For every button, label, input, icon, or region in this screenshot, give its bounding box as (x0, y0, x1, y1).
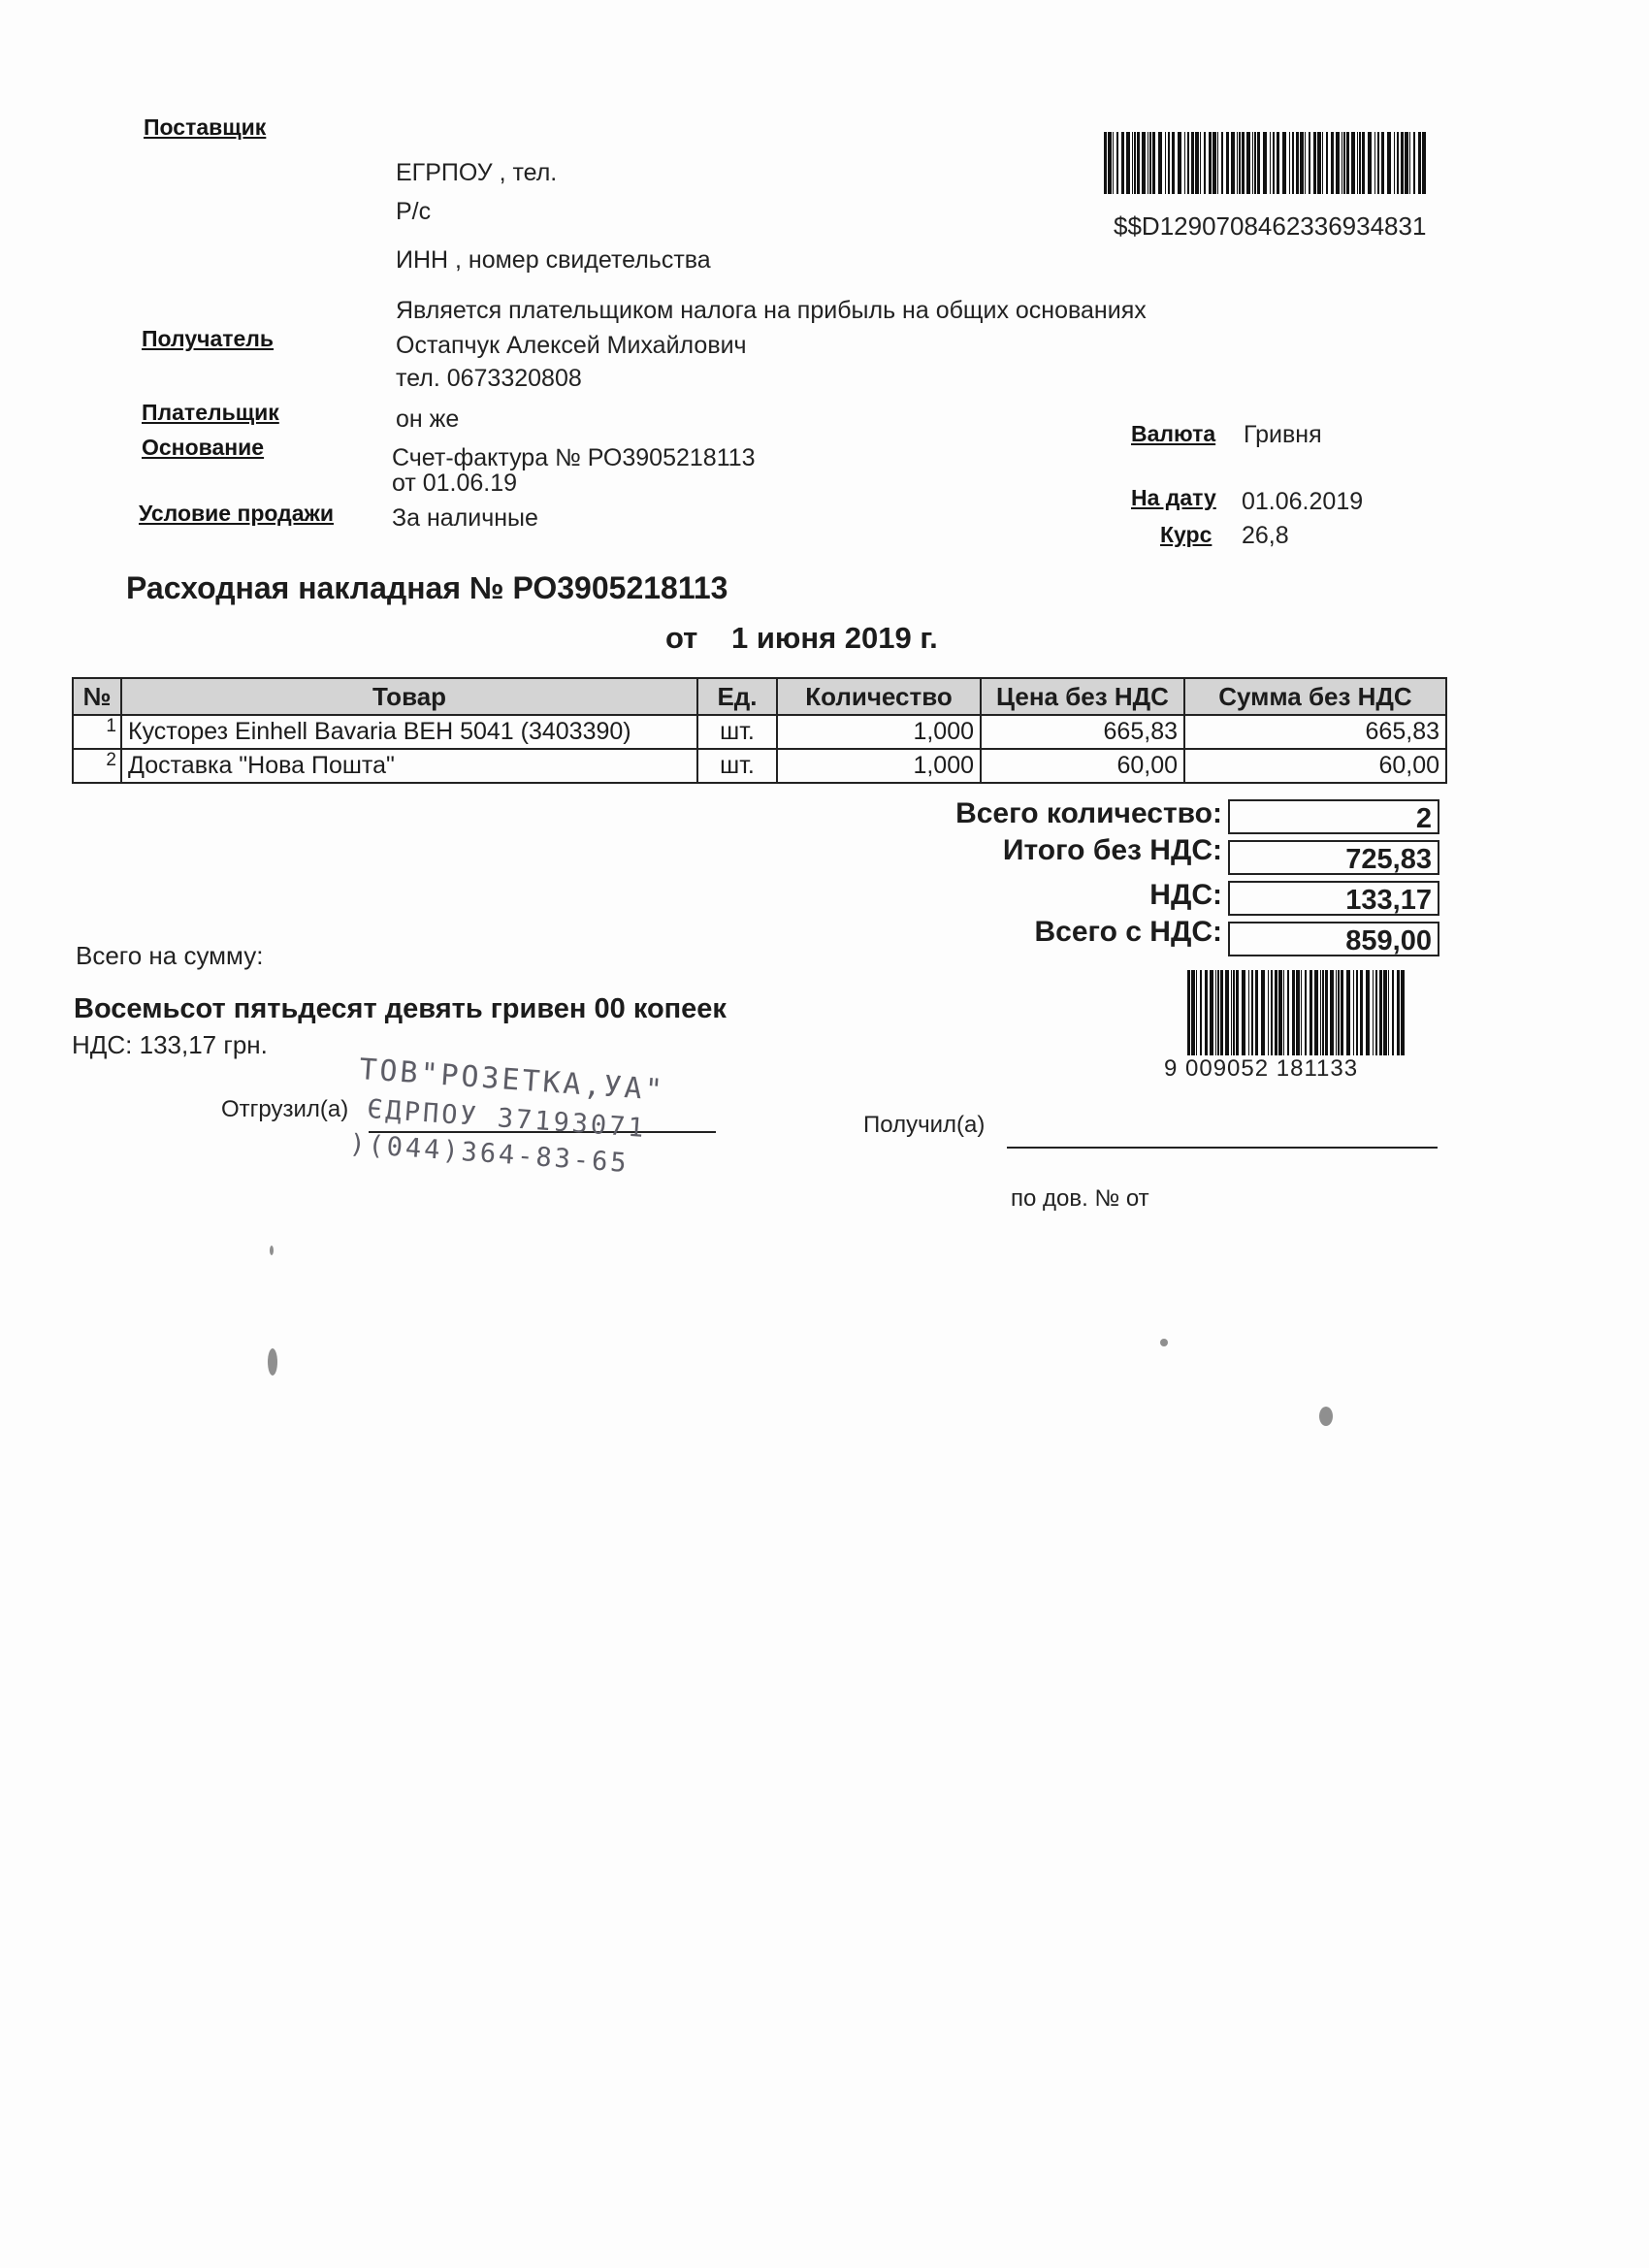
barcode-bar (1204, 132, 1206, 194)
barcode-bar (1310, 970, 1312, 1055)
barcode-bar (1346, 132, 1349, 194)
recipient-label: Получатель (142, 326, 275, 351)
sale-condition-label: Условие продажи (139, 501, 334, 526)
total-vat-value: 133,17 (1228, 881, 1439, 916)
barcode-bar (1326, 132, 1328, 194)
barcode-bar (1377, 132, 1379, 194)
barcode-bar (1242, 132, 1245, 194)
barcode-bar (1374, 132, 1375, 194)
subtitle-date: 1 июня 2019 г. (730, 621, 938, 655)
barcode-bar (1172, 132, 1175, 194)
vat-amount-line: НДС: 133,17 грн. (72, 1030, 268, 1059)
sum-in-words-label: Всего на сумму: (76, 941, 264, 970)
barcode-bar (1287, 970, 1289, 1055)
barcode-bar (1289, 132, 1290, 194)
barcode-bar (1251, 970, 1253, 1055)
barcode-bar (1401, 970, 1405, 1055)
barcode-bar (1383, 970, 1387, 1055)
total-count-value: 2 (1228, 799, 1439, 834)
col-item: Товар (121, 678, 697, 715)
scan-speck (268, 1348, 277, 1376)
row-price: 60,00 (981, 749, 1184, 783)
barcode-bar (1195, 132, 1199, 194)
barcode-bar (1271, 970, 1273, 1055)
barcode-bar (1314, 970, 1318, 1055)
rate-value: 26,8 (1242, 522, 1289, 549)
items-table (72, 677, 1447, 784)
total-vat-label: НДС: (1149, 879, 1222, 911)
row-sum: 60,00 (1184, 749, 1446, 783)
table-row (73, 715, 1446, 749)
barcode-bar (1394, 132, 1395, 194)
stamp-edrpou: ЄДРПОУ 37193071 (366, 1093, 648, 1145)
barcode-bar (1226, 132, 1229, 194)
barcode-bar (1413, 132, 1415, 194)
recipient-name: Остапчук Алексей Михайлович (396, 332, 747, 359)
barcode-bar (1353, 970, 1354, 1055)
scan-speck (1160, 1339, 1168, 1346)
barcode-top-text: $$D1290708462336934831 (1114, 211, 1427, 241)
basis-invoice: Счет-фактура № РО3905218113 (392, 444, 756, 471)
total-gross-label: Всего с НДС: (1034, 916, 1222, 948)
barcode-bar (1200, 970, 1202, 1055)
row-price: 665,83 (981, 715, 1184, 749)
barcode-bar (1336, 970, 1337, 1055)
barcode-bar (1296, 132, 1299, 194)
barcode-bar (1379, 970, 1382, 1055)
barcode-bar (1236, 970, 1239, 1055)
barcode-bar (1388, 970, 1389, 1055)
barcode-bar (1397, 132, 1399, 194)
barcode-bar (1168, 132, 1170, 194)
barcode-bar (1126, 132, 1130, 194)
barcode-bar (1187, 132, 1189, 194)
row-qty: 1,000 (777, 715, 981, 749)
barcode-bar (1309, 132, 1310, 194)
barcode-bar (1200, 132, 1201, 194)
barcode-bar (1221, 132, 1223, 194)
barcode-bar (1336, 132, 1340, 194)
table-header-row (73, 678, 1446, 715)
barcode-bar (1246, 132, 1250, 194)
col-unit: Ед. (697, 678, 777, 715)
barcode-bar (1209, 132, 1212, 194)
col-price: Цена без НДС (981, 678, 1184, 715)
barcode-bar (1296, 970, 1300, 1055)
barcode-bar (1212, 132, 1216, 194)
barcode-bar (1191, 970, 1195, 1055)
col-quantity: Количество (777, 678, 981, 715)
row-item: Кусторез Einhell Bavaria BEH 5041 (3403390) (121, 715, 697, 749)
stamp-phone: )(044)364-83-65 (348, 1128, 630, 1180)
subtitle-prefix: от (665, 621, 698, 655)
barcode-bar (1397, 970, 1400, 1055)
barcode-bar (1381, 132, 1384, 194)
barcode-bar (1368, 132, 1372, 194)
supplier-inn: ИНН , номер свидетельства (396, 246, 711, 274)
row-unit: шт. (697, 715, 777, 749)
supplier-label: Поставщик (144, 114, 267, 140)
barcode-bar (1121, 132, 1124, 194)
barcode-bar (1283, 970, 1284, 1055)
barcode-bar (1282, 132, 1286, 194)
barcode-bar (1205, 970, 1208, 1055)
barcode-bar (1292, 970, 1295, 1055)
barcode-bar (1351, 132, 1355, 194)
document-subtitle (665, 621, 938, 656)
barcode-bar (1270, 132, 1271, 194)
barcode-bar (1220, 970, 1223, 1055)
barcode-bar (1330, 970, 1334, 1055)
barcode-bar (1210, 970, 1213, 1055)
barcode-bar (1331, 132, 1334, 194)
currency-value: Гривня (1244, 421, 1322, 448)
barcode-bar (1239, 132, 1241, 194)
row-sum: 665,83 (1184, 715, 1446, 749)
barcode-bar (1255, 970, 1258, 1055)
barcode-bar (1158, 132, 1162, 194)
barcode-bar (1409, 132, 1410, 194)
barcode-bar (1178, 132, 1181, 194)
total-net-value: 725,83 (1228, 840, 1439, 875)
sum-in-words: Восемьсот пятьдесят девять гривен 00 копеек (74, 993, 727, 1024)
barcode-bar (1418, 132, 1421, 194)
barcode-bar (1320, 970, 1321, 1055)
payer-label: Плательщик (142, 400, 279, 425)
barcode-bar (1142, 132, 1146, 194)
barcode-bar (1233, 970, 1235, 1055)
proxy-line: по дов. № от (1011, 1185, 1149, 1212)
barcode-bar (1346, 970, 1350, 1055)
barcode-bottom-text: 9 009052 181133 (1164, 1055, 1359, 1082)
barcode-bar (1137, 132, 1140, 194)
barcode-bar (1375, 970, 1377, 1055)
barcode-bar (1196, 970, 1197, 1055)
barcode-bar (1366, 970, 1370, 1055)
barcode-bar (1322, 970, 1324, 1055)
barcode-bar (1268, 970, 1269, 1055)
scan-speck (270, 1246, 274, 1255)
total-net-label: Итого без НДС: (1002, 834, 1222, 866)
barcode-bar (1254, 132, 1256, 194)
barcode-bar (1132, 132, 1133, 194)
currency-label: Валюта (1131, 421, 1216, 446)
sale-condition-value: За наличные (392, 504, 538, 532)
barcode-bar (1263, 132, 1267, 194)
barcode-bar (1301, 970, 1302, 1055)
rate-label: Курс (1160, 522, 1212, 547)
basis-label: Основание (142, 435, 265, 460)
scan-speck (1319, 1407, 1333, 1426)
barcode-bottom (1187, 970, 1408, 1055)
barcode-bar (1360, 970, 1363, 1055)
barcode-bar (1322, 132, 1323, 194)
barcode-bar (1231, 970, 1232, 1055)
barcode-bar (1242, 970, 1245, 1055)
supplier-tax-status: Является плательщиком налога на прибыль на общих основаниях (396, 297, 1147, 324)
barcode-bar (1257, 132, 1260, 194)
barcode-bar (1359, 132, 1361, 194)
supplier-edrpou: ЕГРПОУ , тел. (396, 159, 558, 186)
shipped-label: Отгрузил(а) (221, 1096, 349, 1122)
barcode-bar (1338, 970, 1340, 1055)
basis-date: от 01.06.19 (392, 470, 518, 497)
barcode-bar (1184, 132, 1185, 194)
on-date-value: 01.06.2019 (1242, 488, 1364, 515)
table-row (73, 749, 1446, 783)
barcode-bar (1341, 970, 1343, 1055)
barcode-bar (1252, 132, 1253, 194)
barcode-bar (1422, 132, 1426, 194)
barcode-bar (1273, 132, 1275, 194)
barcode-bar (1225, 970, 1229, 1055)
barcode-bar (1217, 970, 1219, 1055)
received-label: Получил(а) (863, 1112, 986, 1138)
barcode-bar (1313, 132, 1316, 194)
barcode-bar (1237, 132, 1238, 194)
barcode-bar (1387, 132, 1391, 194)
barcode-bar (1373, 970, 1374, 1055)
barcode-top (1104, 132, 1430, 194)
on-date-label: На дату (1131, 485, 1216, 510)
barcode-bar (1261, 970, 1265, 1055)
barcode-bar (1305, 132, 1306, 194)
barcode-bar (1108, 132, 1112, 194)
barcode-bar (1149, 132, 1151, 194)
barcode-bar (1113, 132, 1114, 194)
barcode-bar (1104, 132, 1107, 194)
barcode-bar (1405, 132, 1408, 194)
barcode-bar (1401, 132, 1404, 194)
barcode-bar (1357, 132, 1358, 194)
document-title: Расходная накладная № РО3905218113 (126, 570, 728, 605)
barcode-bar (1215, 970, 1216, 1055)
barcode-bar (1231, 132, 1235, 194)
payer-value: он же (396, 405, 460, 433)
col-sum: Сумма без НДС (1184, 678, 1446, 715)
row-number: 1 (73, 715, 121, 749)
barcode-bar (1152, 132, 1155, 194)
barcode-bar (1116, 132, 1118, 194)
barcode-bar (1292, 132, 1294, 194)
barcode-bar (1392, 970, 1394, 1055)
barcode-bar (1278, 970, 1282, 1055)
barcode-bar (1325, 970, 1328, 1055)
barcode-bar (1248, 970, 1249, 1055)
barcode-bar (1275, 970, 1277, 1055)
barcode-bar (1343, 132, 1345, 194)
supplier-account: Р/с (396, 198, 432, 225)
barcode-bar (1300, 132, 1304, 194)
col-number: № (73, 678, 121, 715)
received-signature-line (1007, 1147, 1438, 1149)
barcode-bar (1165, 132, 1166, 194)
barcode-bar (1356, 970, 1358, 1055)
total-gross-value: 859,00 (1228, 922, 1439, 956)
recipient-phone: тел. 0673320808 (396, 365, 582, 392)
total-count-label: Всего количество: (955, 797, 1222, 829)
barcode-bar (1277, 132, 1279, 194)
stamp-company: ТОВ"РОЗЕТКА,УА" (358, 1053, 666, 1108)
row-number: 2 (73, 749, 121, 783)
barcode-bar (1134, 132, 1136, 194)
row-qty: 1,000 (777, 749, 981, 783)
barcode-bar (1191, 132, 1194, 194)
barcode-bar (1305, 970, 1307, 1055)
barcode-bar (1187, 970, 1190, 1055)
barcode-bar (1317, 132, 1321, 194)
row-item: Доставка "Нова Пошта" (121, 749, 697, 783)
barcode-bar (1362, 132, 1365, 194)
row-unit: шт. (697, 749, 777, 783)
barcode-bar (1217, 132, 1218, 194)
